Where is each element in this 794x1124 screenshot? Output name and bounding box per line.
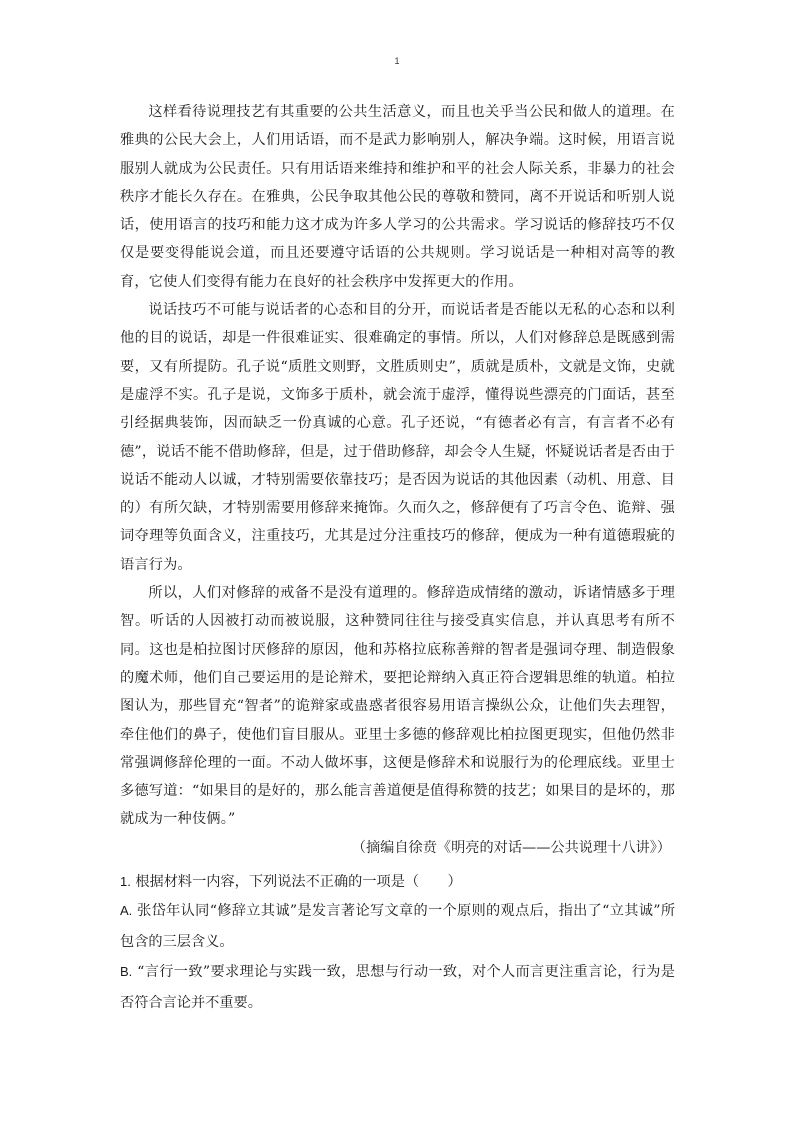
passage-paragraph-2: 说话技巧不可能与说话者的心态和目的分开，而说话者是否能以无私的心态和以利他的目的说话，却是一件很难证实、很难确定的事情。所以，人们对修辞总是既感到需要，又有所提防。孔子说“质胜文则野，文胜质则史”，质就是质朴，文就是文饰，史就是虚浮不实。孔子是说，文饰多于质朴，就会流于虚浮，懂得说些漂亮的门面话，甚至引经据典装饰，因而缺乏一份真诚的心意。孔子还说，“有德者必有言，有言者不必有德”，说话不能不借助修辞，但是，过于借助修辞，却会令人生疑，怀疑说话者是否由于说话不能动人以诚，才特别需要依靠技巧；是否因为说话的其他因素（动机、用意、目的）有所欠缺，才特别需要用修辞来掩饰。久而久之，修辞便有了巧言令色、诡辩、强词夺理等负面含义，注重技巧，尤其是过分注重技巧的修辞，便成为一种有道德瑕疵的语言行为。 [120,302,675,573]
question-stem-text: 根据材料一内容，下列说法不正确的一项是（ ） [135,874,462,891]
passage-paragraph-3: 所以，人们对修辞的戒备不是没有道理的。修辞造成情绪的激动，诉诸情感多于理智。听话的人因被打动而被说服，这种赞同往往与接受真实信息，并认真思考有所不同。这也是柏拉图讨厌修辞的原因，他和苏格拉底称善辩的智者是强词夺理、制造假象的魔术师，他们自己要运用的是论辩术，要把论辩纳入真正符合逻辑思维的轨道。柏拉图认为，那些冒充“智者”的诡辩家或蛊惑者很容易用语言操纵公众，让他们失去理智，牵住他们的鼻子，使他们盲目服从。亚里士多德的修辞观比柏拉图更现实，但他仍然非常强调修辞伦理的一面。不动人做坏事，这便是修辞术和说服行为的伦理底线。亚里士多德写道：“如果目的是好的，那么能言善道便是值得称赞的技艺；如果目的是坏的，那就成为一种伎俩。” [120,585,675,828]
page-number: 1 [394,56,400,66]
option-a [120,896,675,957]
document-body [120,98,675,1018]
passage-paragraph-1: 这样看待说理技艺有其重要的公共生活意义，而且也关乎当公民和做人的道理。在雅典的公民大会上，人们用话语，而不是武力影响别人，解决争端。这时候，用语言说服别人就成为公民责任。只有用话语来维持和维护和平的社会人际关系，非暴力的社会秩序才能长久存在。在雅典，公民争取其他公民的尊敬和赞同，离不开说话和听别人说话，使用语言的技巧和能力这才成为许多人学习的公共需求。学习说话的修辞技巧不仅仅是要变得能说会道，而且还要遵守话语的公共规则。学习说话是一种相对高等的教育，它使人们变得有能力在良好的社会秩序中发挥更大的作用。 [120,104,675,290]
option-a-letter: A. [120,903,133,919]
question-number: 1. [120,874,131,890]
option-b [120,957,675,1018]
option-b-letter: B. [120,964,133,980]
option-b-text: “言行一致”要求理论与实践一致，思想与行动一致，对个人而言更注重言论，行为是否符合言论并不重要。 [120,964,675,1011]
question-stem [120,868,675,896]
option-a-text: 张岱年认同“修辞立其诚”是发言著论写文章的一个原则的观点后，指出了“立其诚”所包含的三层含义。 [120,903,676,950]
passage-source: （摘编自徐贲《明亮的对话——公共说理十八讲》） [351,839,671,856]
